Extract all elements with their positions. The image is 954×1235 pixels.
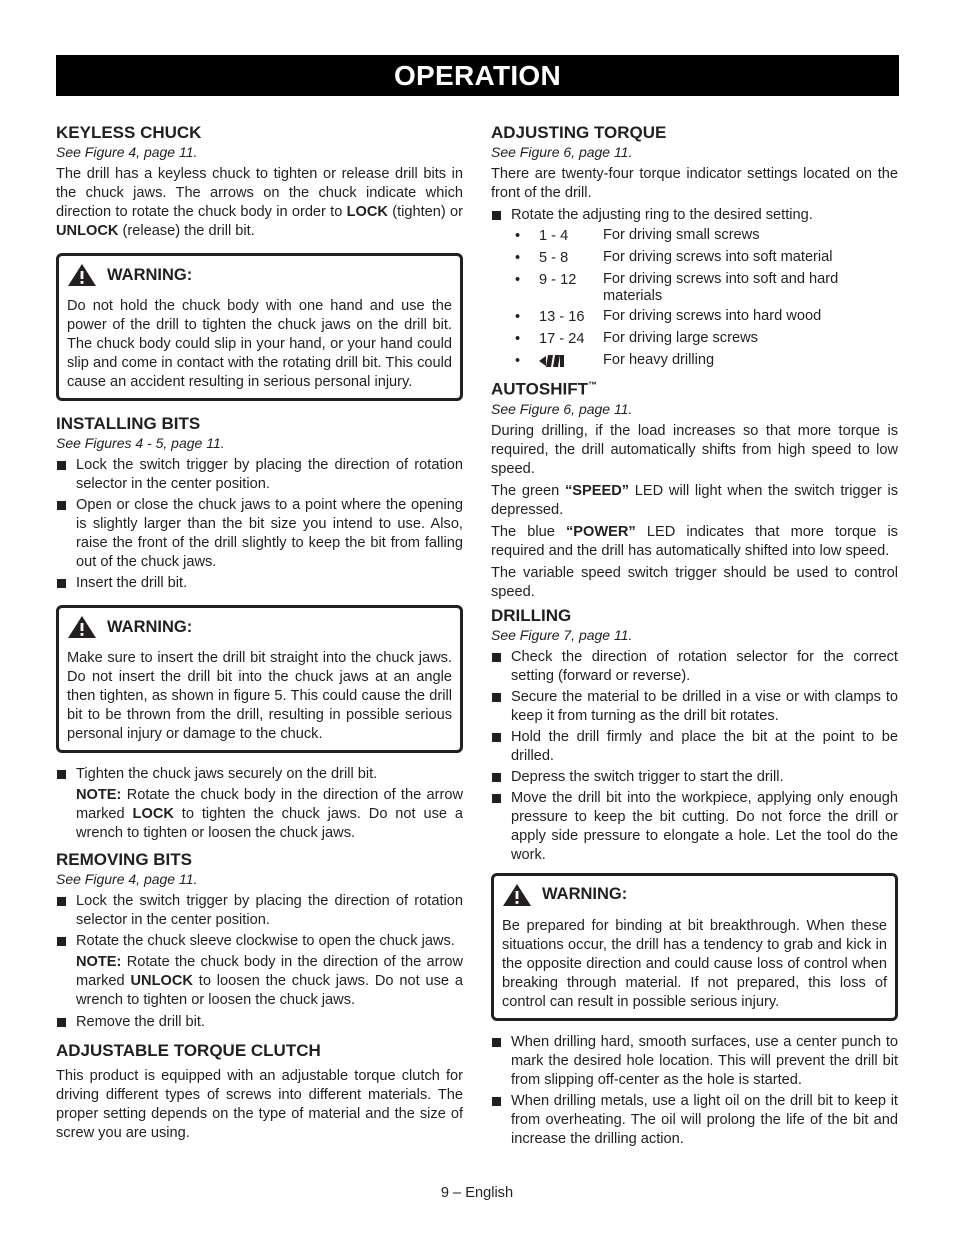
autoshift-heading: AUTOSHIFT™ <box>491 379 597 399</box>
warning-label: WARNING: <box>107 265 193 284</box>
list-item: Lock the switch trigger by placing the direction of rotation selector in the center position. <box>56 456 463 494</box>
torque-setting-row: • For heavy drilling <box>515 352 715 369</box>
warning-text: Be prepared for binding at bit breakthrough. When these situations occur, the drill has a tendency to grab and kick in the opposite direction and could cause loss of control when breaking through material. If not prepared, this loss of control can result in possible serious injury. <box>502 917 887 1010</box>
adjusting-torque-list <box>491 206 898 225</box>
keyless-chuck-heading: KEYLESS CHUCK <box>56 123 202 142</box>
square-bullet-icon <box>492 794 501 803</box>
removing-bits-ref: See Figure 4, page 11. <box>56 871 198 887</box>
drilling-list-cont <box>491 1033 898 1149</box>
removing-bits-list-cont <box>56 1013 463 1032</box>
removing-bits-heading: REMOVING BITS <box>56 850 193 869</box>
warning-text: Make sure to insert the drill bit straight into the chuck jaws. Do not insert the drill bit into the chuck jaws at an angle then tighten, as shown in figure 5. This could cause the drill bit to be thrown from the drill, resulting in possible serious personal injury or damage to the chuck. <box>67 650 452 742</box>
list-item: Move the drill bit into the workpiece, applying only enough pressure to keep the bit cutting. Do not force the drill or apply side pressure to elongate a hole. Let the tool do the work. <box>491 789 898 865</box>
list-item: Open or close the chuck jaws to a point where the opening is slightly larger than the bit size you intend to use. Also, raise the front of the drill slightly to keep the bit from falling out of the chuck jaws. <box>56 496 463 572</box>
autoshift-text-2: The green “SPEED” LED will light when the switch trigger is depressed. <box>491 482 899 518</box>
adjusting-torque-ref: See Figure 6, page 11. <box>491 144 633 160</box>
keyless-chuck-ref: See Figure 4, page 11. <box>56 144 198 160</box>
drilling-list <box>491 648 898 865</box>
warning-triangle-icon <box>67 615 97 639</box>
adjusting-torque-heading: ADJUSTING TORQUE <box>491 123 667 142</box>
installing-bits-list <box>56 456 463 593</box>
warning-triangle-icon <box>67 263 97 287</box>
autoshift-text-1: During drilling, if the load increases so that more torque is required, the drill automatically shifts from high speed to low speed. <box>491 422 898 477</box>
torque-setting-row: • 1 - 4 For driving small screws <box>515 227 760 244</box>
drill-bit-icon <box>539 355 565 367</box>
warning-triangle-icon <box>502 883 532 907</box>
installing-bits-heading: INSTALLING BITS <box>56 414 201 433</box>
torque-settings-list <box>491 227 898 371</box>
list-item: When drilling metals, use a light oil on the drill bit to keep it from overheating. The oil will prolong the life of the bit and increase the drilling action. <box>491 1092 898 1149</box>
autoshift-ref: See Figure 6, page 11. <box>491 400 633 417</box>
square-bullet-icon <box>492 211 501 220</box>
torque-clutch-heading: ADJUSTABLE TORQUE CLUTCH <box>56 1041 321 1060</box>
square-bullet-icon <box>57 501 66 510</box>
square-bullet-icon <box>57 461 66 470</box>
removing-bits-list <box>56 892 463 951</box>
square-bullet-icon <box>57 770 66 779</box>
torque-setting-row: • 5 - 8 For driving screws into soft material <box>515 249 833 266</box>
torque-setting-row: • 13 - 16 For driving screws into hard wood <box>515 308 822 325</box>
square-bullet-icon <box>57 937 66 946</box>
square-bullet-icon <box>492 733 501 742</box>
list-item: Tighten the chuck jaws securely on the drill bit. <box>56 765 463 784</box>
list-item: Remove the drill bit. <box>56 1013 463 1032</box>
square-bullet-icon <box>492 1097 501 1106</box>
square-bullet-icon <box>492 653 501 662</box>
warning-label: WARNING: <box>542 885 628 904</box>
adjusting-torque-text: There are twenty-four torque indicator settings located on the front of the drill. <box>491 166 898 201</box>
list-item: Hold the drill firmly and place the bit at the point to be drilled. <box>491 728 898 766</box>
list-item: When drilling hard, smooth surfaces, use a center punch to mark the desired hole location. This will prevent the drill bit from slipping off-center as the hole is started. <box>491 1033 898 1090</box>
square-bullet-icon <box>57 897 66 906</box>
torque-setting-row: • 17 - 24 For driving large screws <box>515 330 758 347</box>
list-item: Secure the material to be drilled in a vise or with clamps to keep it from turning as the drill bit rotates. <box>491 688 898 726</box>
warning-label: WARNING: <box>107 617 193 636</box>
warning-box-chuck <box>56 253 463 401</box>
warning-box-insert <box>56 605 463 753</box>
drilling-ref: See Figure 7, page 11. <box>491 626 633 643</box>
installing-note: NOTE: Rotate the chuck body in the direction of the arrow marked LOCK to tighten the chuck jaws. Do not use a wrench to tighten or loosen the chuck jaws. <box>76 787 463 841</box>
keyless-chuck-text: The drill has a keyless chuck to tighten or release drill bits in the chuck jaws. The arrows on the chuck indicate which direction to rotate the chuck body in order to LOCK (tighten) or UNLOCK (release) the drill bit. <box>56 166 464 239</box>
square-bullet-icon <box>57 579 66 588</box>
list-item: Insert the drill bit. <box>56 574 463 593</box>
page-footer: 9 – English <box>440 1185 514 1201</box>
square-bullet-icon <box>57 1018 66 1027</box>
warning-box-binding <box>491 873 898 1021</box>
autoshift-text-4: The variable speed switch trigger should be used to control speed. <box>491 564 898 600</box>
drilling-heading: DRILLING <box>491 605 572 625</box>
removing-note: NOTE: Rotate the chuck body in the direction of the arrow marked UNLOCK to loosen the chuck jaws. Do not use a wrench to tighten or loosen the chuck jaws. <box>76 954 463 1008</box>
list-item: Lock the switch trigger by placing the direction of rotation selector in the center position. <box>56 892 463 930</box>
square-bullet-icon <box>492 773 501 782</box>
list-item: Depress the switch trigger to start the drill. <box>491 768 898 787</box>
square-bullet-icon <box>492 693 501 702</box>
warning-text: Do not hold the chuck body with one hand and use the power of the drill to tighten the chuck jaws on the drill bit. The chuck body could slip in your hand, or your hand could slip and come in contact with the rotating drill bit. This could cause an accident resulting in serious personal injury. <box>67 298 452 390</box>
page-banner: OPERATION <box>56 55 899 96</box>
autoshift-text-3: The blue “POWER” LED indicates that more torque is required and the drill has automatically shifted into low speed. <box>491 523 898 559</box>
list-item: Rotate the adjusting ring to the desired setting. <box>491 206 898 225</box>
square-bullet-icon <box>492 1038 501 1047</box>
right-column <box>491 122 898 1151</box>
list-item: Rotate the chuck sleeve clockwise to open the chuck jaws. <box>56 932 463 951</box>
torque-clutch-text: This product is equipped with an adjustable torque clutch for driving different types of screws into different materials. The proper setting depends on the type of material and the size of screw you are using. <box>56 1068 463 1141</box>
installing-bits-list-cont <box>56 765 463 784</box>
list-item: Check the direction of rotation selector for the correct setting (forward or reverse). <box>491 648 898 686</box>
torque-setting-row: • 9 - 12 For driving screws into soft and hard materials <box>515 271 839 304</box>
left-column <box>56 122 463 1146</box>
installing-bits-ref: See Figures 4 - 5, page 11. <box>56 435 225 451</box>
